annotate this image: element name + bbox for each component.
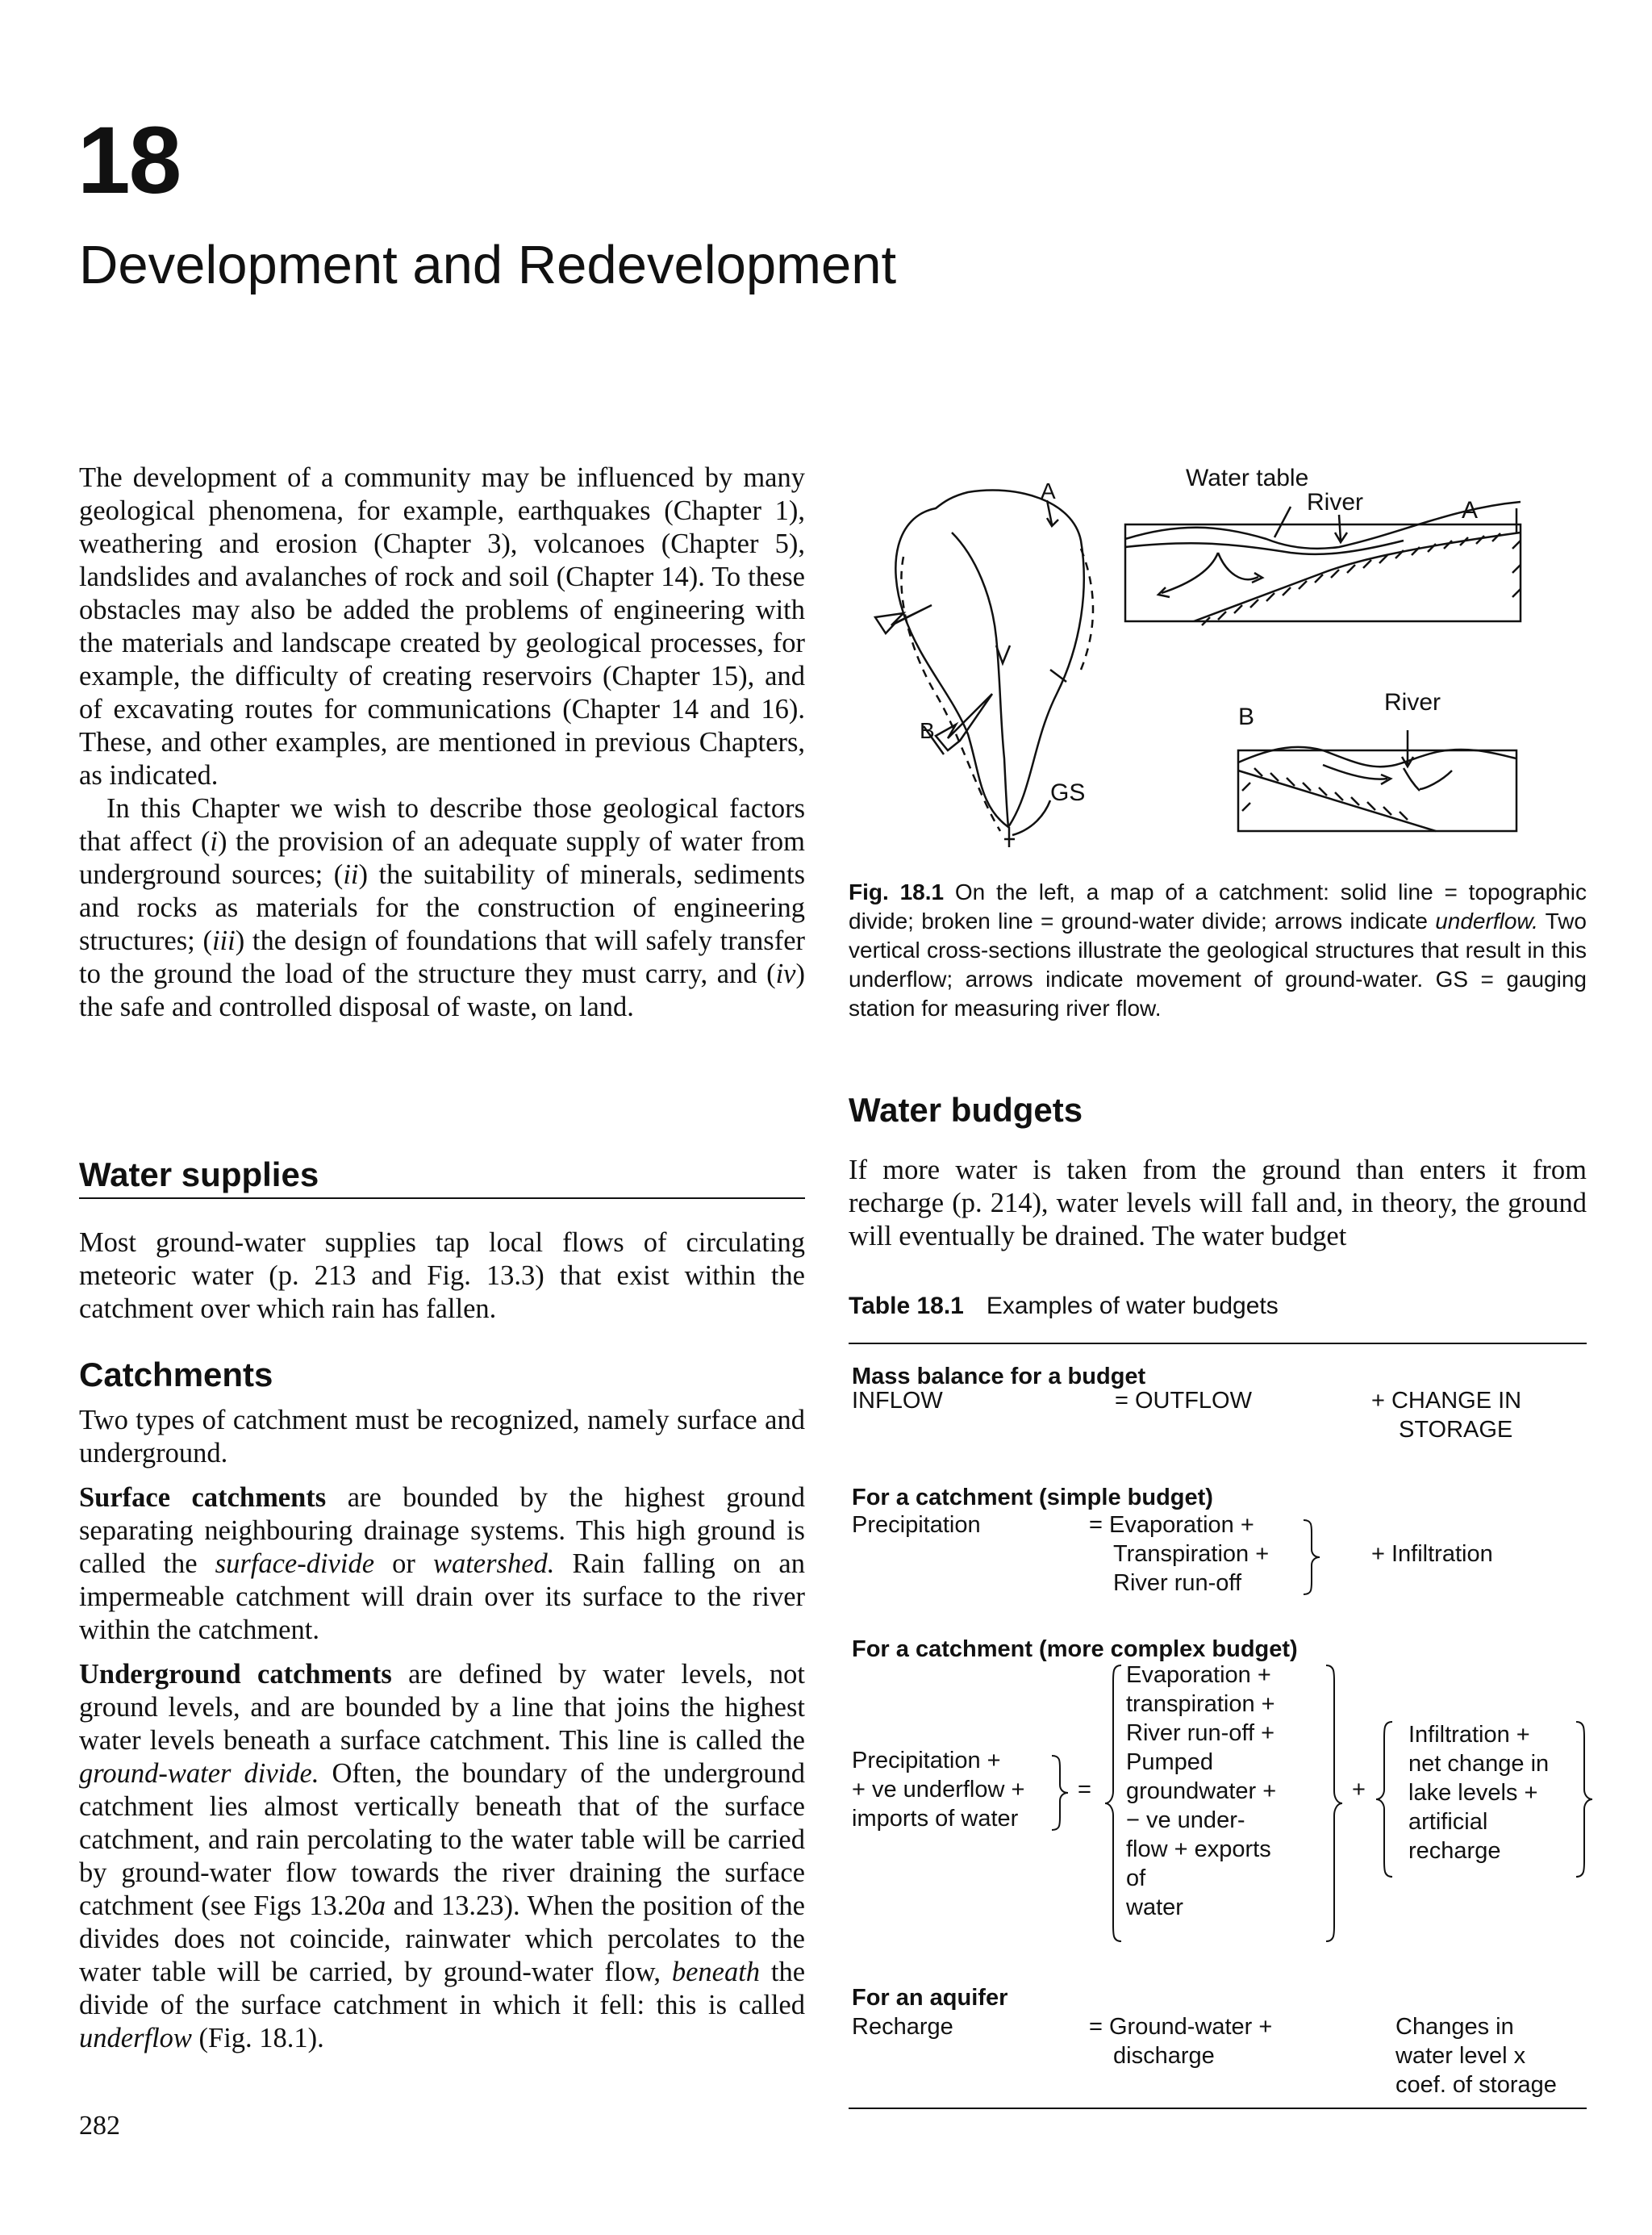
- catchments-heading: Catchments: [79, 1356, 273, 1393]
- figure-caption-block: [849, 878, 1587, 1023]
- intro-paragraph-2: In this Chapter we wish to describe those geological factors that affect (i) the provision of an adequate supply of water from underground sources; (ii) the suitability of minerals, sediments and rocks as materials for the construction of engineering structures; (iii) the design of foundations that will safely transfer to the ground the load of the structure they must carry, and (iv) the safe and controlled disposal of waste, on land.: [79, 793, 806, 1022]
- cross-section-b-flow-arrows: [1323, 765, 1452, 791]
- water-budgets-section: [849, 1091, 1587, 1253]
- catchment-map-gauging-station: [1004, 827, 1015, 847]
- table-complex-budget-heading: For a catchment (more complex budget): [852, 1636, 1298, 1662]
- figure-label-river-bottom: River: [1384, 689, 1441, 716]
- table-complex-mid-6: − ve under-: [1126, 1807, 1245, 1833]
- cross-section-a-water-table-leader: [1274, 507, 1291, 537]
- figure-label-b-section: B: [1238, 704, 1255, 730]
- chapter-title: Development and Redevelopment: [79, 235, 897, 295]
- table-simple-river-runoff: River run-off: [1113, 1570, 1242, 1596]
- section-rule: [79, 1197, 805, 1199]
- table-complex-mid-7: flow + exports: [1126, 1836, 1271, 1862]
- catchments-paragraph-1: Two types of catchment must be recognized, namely surface and underground.: [79, 1405, 805, 1468]
- table-top-rule: [849, 1343, 1587, 1344]
- table-aquifer-changes-3: coef. of storage: [1395, 2072, 1557, 2098]
- water-supplies-paragraph: Most ground-water supplies tap local flows of circulating meteoric water (p. 213 and Fig. 13.3) that exist within the catchment over which rain has fallen.: [79, 1227, 805, 1324]
- catchment-map-groundwater-divide: [901, 557, 1000, 831]
- table-complex-left-1: Precipitation +: [852, 1748, 1001, 1773]
- catchments-paragraph-2: Surface catchments are bounded by the highest ground separating neighbouring drainage systems. This high ground is called the surface-divide or watershed. Rain falling on an impermeable catchment will drain over its surface to the river within the catchment.: [79, 1482, 805, 1645]
- figure-label-river-top: River: [1307, 489, 1364, 516]
- table-bottom-rule: [849, 2108, 1587, 2109]
- figure-caption: Fig. 18.1 On the left, a map of a catchment: solid line = topographic divide; broken line = ground-water divide; arrows indicate underflow. Two vertical cross-sections illustrate the geological structures that result in this underflow; arrows indicate movement of ground-water. GS = gauging station for measuring river flow.: [849, 879, 1587, 1021]
- table-complex-left-3: imports of water: [852, 1806, 1019, 1832]
- page-number: 282: [79, 2111, 120, 2141]
- table-complex-mid-2: transpiration +: [1126, 1691, 1275, 1717]
- table-simple-transpiration: Transpiration +: [1113, 1541, 1270, 1567]
- table-mass-outflow: = OUTFLOW: [1115, 1388, 1252, 1414]
- table-mass-balance-heading: Mass balance for a budget: [852, 1364, 1146, 1389]
- table-complex-mid-4: Pumped: [1126, 1749, 1214, 1775]
- table-18-1: [849, 1293, 1587, 1344]
- table-mass-change-2: STORAGE: [1399, 1417, 1513, 1443]
- table-complex-mid-open-brace: [1100, 1662, 1124, 1945]
- catchment-map-gs-leader: [1012, 800, 1050, 835]
- table-complex-right-3: lake levels +: [1408, 1780, 1538, 1806]
- cross-section-a-hatching: [1202, 508, 1521, 625]
- figure-label-b-map: B: [920, 718, 935, 743]
- table-complex-equals: =: [1078, 1777, 1091, 1803]
- table-complex-right-2: net change in: [1408, 1751, 1550, 1777]
- table-simple-brace: [1300, 1517, 1325, 1598]
- table-complex-mid-8: of: [1126, 1865, 1146, 1891]
- table-complex-mid-9: water: [1126, 1895, 1183, 1920]
- cross-section-b-box: [1238, 750, 1516, 831]
- catchment-map-underflow-arrow-left: [875, 605, 932, 633]
- table-complex-mid-1: Evaporation +: [1126, 1662, 1271, 1688]
- water-supplies-heading: Water supplies: [79, 1155, 319, 1193]
- intro-section: [79, 462, 805, 1024]
- water-supplies-section: [79, 1155, 805, 1326]
- cross-section-a-river-leader: [1335, 515, 1347, 542]
- catchments-paragraph-3: Underground catchments are defined by water levels, not ground levels, and are bounded by a line that joins the highest water levels beneath a surface catchment. This line is called the ground-water divide. Often, the boundary of the underground catchment lies almost vertically beneath that of the surface catchment, and rain percolating to the water table will be carried by ground-water flow towards the river draining the surface catchment (see Figs 13.20a and 13.23). When the position of the divides does not coincide, rainwater which percolates to the water table will be carried, by ground-water flow, beneath the divide of the surface catchment in which it fell: this is called underflow (Fig. 18.1).: [79, 1659, 806, 2053]
- water-budgets-heading: Water budgets: [849, 1091, 1083, 1129]
- catchment-map-underflow-arrow-lower: [936, 694, 992, 750]
- figure-label-water-table: Water table: [1186, 465, 1309, 491]
- table-aquifer-recharge: Recharge: [852, 2014, 953, 2040]
- table-complex-mid-5: groundwater +: [1126, 1778, 1277, 1804]
- table-complex-right-4: artificial: [1408, 1809, 1488, 1835]
- table-title: Table 18.1 Examples of water budgets: [849, 1293, 1279, 1319]
- cross-section-a-water-table: [1125, 541, 1404, 554]
- water-budgets-paragraph: If more water is taken from the ground than enters it from recharge (p. 214), water levels will fall and, in theory, the ground will eventually be drained. The water budget: [849, 1155, 1587, 1251]
- table-complex-left-2: + ve underflow +: [852, 1777, 1025, 1803]
- table-complex-right-open-brace: [1371, 1719, 1395, 1880]
- table-complex-mid-3: River run-off +: [1126, 1720, 1275, 1746]
- catchment-map-topographic-divide: [895, 491, 1086, 828]
- cross-section-b-strata: [1238, 771, 1436, 831]
- table-complex-right-close-brace: [1573, 1719, 1597, 1880]
- table-complex-plus: +: [1352, 1777, 1366, 1803]
- figure-18-1: [839, 452, 1589, 847]
- table-mass-inflow: INFLOW: [852, 1388, 943, 1414]
- cross-section-a-flow-arrows: [1158, 553, 1262, 597]
- table-simple-infiltration: + Infiltration: [1371, 1541, 1493, 1567]
- table-aquifer-heading: For an aquifer: [852, 1985, 1008, 2011]
- figure-label-a-map: A: [1041, 478, 1056, 503]
- table-simple-budget-heading: For a catchment (simple budget): [852, 1485, 1213, 1510]
- cross-section-b-river-leader: [1402, 730, 1413, 767]
- table-simple-evaporation: = Evaporation +: [1089, 1512, 1254, 1538]
- table-simple-precipitation: Precipitation: [852, 1512, 981, 1538]
- intro-paragraph-1: The development of a community may be influenced by many geological phenomena, for example, earthquakes (Chapter 1), weathering and erosion (Chapter 3), volcanoes (Chapter 5), landslides and avalanches of rock and soil (Chapter 14). To these obstacles may also be added the problems of engineering with the materials and landscape created by geological processes, for example, the difficulty of creating reservoirs (Chapter 15), and of excavating routes for communications (Chapter 14 and 16). These, and other examples, are mentioned in previous Chapters, as indicated.: [79, 462, 805, 791]
- table-complex-right-1: Infiltration +: [1408, 1722, 1530, 1748]
- table-aquifer-changes-2: water level x: [1395, 2043, 1526, 2069]
- figure-label-a-section: A: [1462, 497, 1479, 524]
- figure-label-gs: GS: [1050, 779, 1086, 806]
- table-aquifer-discharge: discharge: [1113, 2043, 1215, 2069]
- table-aquifer-changes-1: Changes in: [1395, 2014, 1514, 2040]
- table-complex-left-brace: [1049, 1752, 1073, 1833]
- catchments-section: [79, 1356, 805, 2055]
- table-complex-mid-close-brace: [1323, 1662, 1347, 1945]
- table-aquifer-groundwater: = Ground-water +: [1089, 2014, 1273, 2040]
- table-complex-right-5: recharge: [1408, 1838, 1501, 1864]
- table-mass-change-1: + CHANGE IN: [1371, 1388, 1522, 1414]
- chapter-number: 18: [77, 107, 181, 214]
